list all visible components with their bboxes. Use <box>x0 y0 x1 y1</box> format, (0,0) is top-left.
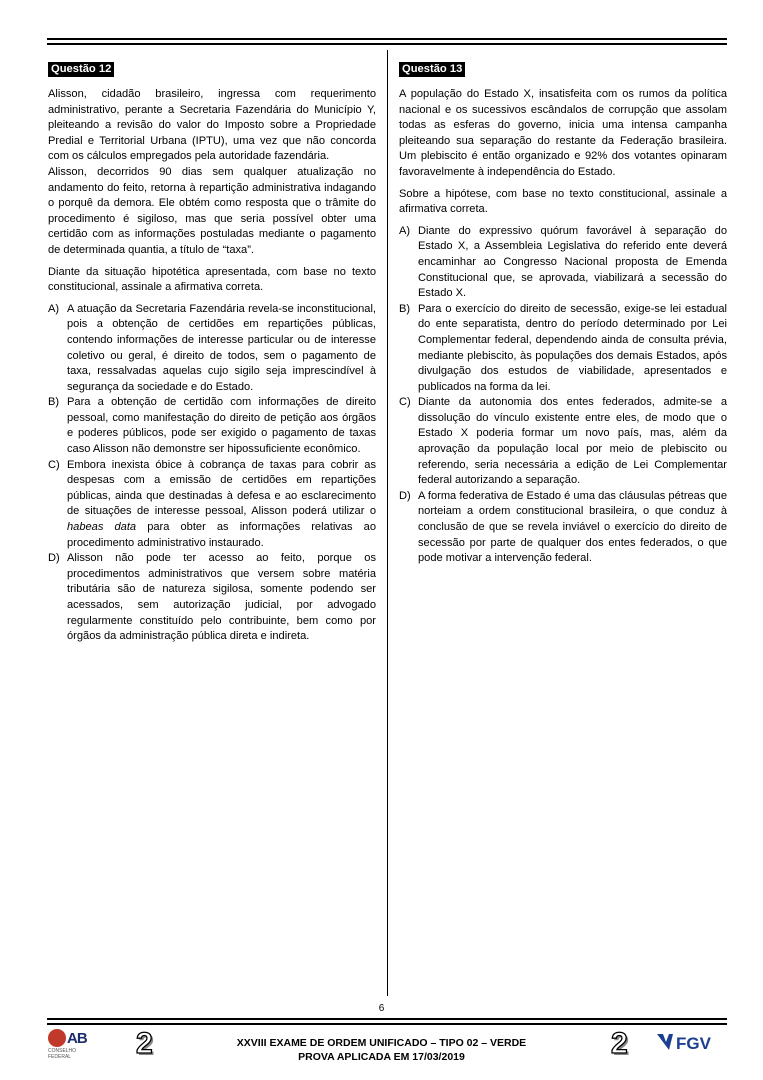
top-rule <box>47 38 727 40</box>
oab-logo-subtitle: CONSELHO FEDERAL <box>48 1048 77 1060</box>
option-text: A forma federativa de Estado é uma das cláusulas pétreas que norteiam a ordem constitucional brasileira, o que conduz à conclusão de que se revela inviável o exercício do direito de secessão por parte de qualquer dos entes federados, o que pode motivar a intervenção federal. <box>418 489 727 565</box>
option-letter: A) <box>48 302 60 315</box>
question-12-option-c[interactable] <box>48 458 376 552</box>
page-number: 6 <box>378 1003 385 1014</box>
question-13-option-c[interactable] <box>399 395 727 489</box>
tipo-number-right: 2 <box>611 1027 628 1060</box>
option-letter: B) <box>48 396 60 409</box>
question-12-label: Questão 12 <box>48 62 114 77</box>
option-letter: C) <box>48 458 60 471</box>
tipo-number-left: 2 <box>136 1027 153 1060</box>
option-text-emphasis: habeas data <box>67 521 137 534</box>
top-rule-second <box>47 43 727 45</box>
option-text: Diante da autonomia dos entes federados, admite-se a dissolução do vínculo existente entre eles, de modo que o Estado X poderia formar um novo país, mas, além da aprovação da população local por meio de plebiscito ou referendo, seria necessária a edição de Lei Complementar federal autorizando a separação. <box>418 396 727 487</box>
question-12-option-a[interactable] <box>48 302 376 396</box>
question-12-options <box>48 302 376 645</box>
option-text: A atuação da Secretaria Fazendária revela-se inconstitucional, pois a obtenção de certidões em repartições públicas, contendo informações de interesse particular ou de interesse coletivo ou geral, é direito de todos, sem o pagamento de taxa, ressalvadas aquelas cujo sigilo seja imprescindível à segurança da sociedade e do Estado. <box>67 302 376 393</box>
option-text-start: Embora inexista óbice à cobrança de taxas para cobrir as despesas com a emissão de certidões em repartições públicas, ainda que destinadas à defesa e ao esclarecimento de situações de interesse pessoal, Alisson poderá utilizar o <box>67 458 376 518</box>
option-text <box>67 459 376 549</box>
question-13-prompt: Sobre a hipótese, com base no texto constitucional, assinale a afirmativa correta. <box>399 187 727 216</box>
question-13-options <box>399 224 727 567</box>
option-letter: D) <box>399 489 411 502</box>
question-12-paragraph-2: Alisson, decorridos 90 dias sem qualquer atualização no andamento do feito, retorna à repartição administrativa indagando o porquê da demora. Ele obtém como resposta que o trâmite do procedimento é sigiloso, mas que seria possível obter uma certidão com as informações postuladas mediante o pagamento de determinada quantia, a título de “taxa”. <box>48 165 376 256</box>
option-letter: D) <box>48 552 60 565</box>
oab-logo-text: AB <box>67 1029 87 1047</box>
question-13-label: Questão 13 <box>399 62 465 77</box>
question-12-option-d[interactable] <box>48 551 376 645</box>
option-text: Diante do expressivo quórum favorável à separação do Estado X, a Assembleia Legislativa do referido ente deverá encaminhar ao Congresso Nacional proposta de Emenda Constitucional que, se aprovada, viabilizará a secessão do Estado X. <box>418 224 727 300</box>
option-letter: B) <box>399 302 411 315</box>
bottom-rule <box>47 1018 727 1020</box>
fgv-logo-text: FGV <box>676 1034 711 1053</box>
question-12-paragraph-1: Alisson, cidadão brasileiro, ingressa com requerimento administrativo, perante a Secretaria Fazendária do Município Y, pleiteando a revisão do valor do Imposto sobre a Propriedade Predial e Territorial Urbana (IPTU), uma vez que não concorda com os cálculos empregados pela autoridade fazendária. <box>48 88 376 163</box>
question-12-option-b[interactable] <box>48 395 376 457</box>
column-divider <box>387 50 388 996</box>
option-text: Alisson não pode ter acesso ao feito, porque os procedimentos administrativos que versem sobre matéria tributária são de natureza sigilosa, somente podendo ser acessados, sem autorização judicial, por advogado regularmente constituído pelo contribuinte, bem como por órgãos da administração pública direta e indireta. <box>67 552 376 643</box>
option-text: Para a obtenção de certidão com informações de direito pessoal, como manifestação do direito de petição aos órgãos e poderes públicos, pode ser exigido o pagamento de taxas caso Alisson não demonstre ser hipossuficiente econômico. <box>67 396 376 456</box>
question-13-option-d[interactable] <box>399 489 727 567</box>
question-13 <box>399 62 727 567</box>
question-13-option-b[interactable] <box>399 302 727 396</box>
option-letter: A) <box>399 224 411 237</box>
footer-exam-date: PROVA APLICADA EM 17/03/2019 <box>298 1051 465 1063</box>
option-text-end: para obter as informações relativas ao procedimento administrativo instaurado. <box>67 521 376 549</box>
question-12 <box>48 62 376 645</box>
fgv-logo <box>655 1030 727 1054</box>
question-12-prompt: Diante da situação hipotética apresentada, com base no texto constitucional, assinale a afirmativa correta. <box>48 265 376 294</box>
footer-exam-title: XXVIII EXAME DE ORDEM UNIFICADO – TIPO 02 – VERDE <box>236 1037 527 1049</box>
question-13-option-a[interactable] <box>399 224 727 302</box>
footer-text <box>0 1036 763 1064</box>
option-text: Para o exercício do direito de secessão, exige-se lei estadual do ente separatista, dentro do período determinado por Lei Complementar federal, dependendo ainda de consulta prévia, mediante plebiscito, às populações dos demais Estados, após divulgação dos estudos de viabilidade, apresentados e publicados na forma da lei. <box>418 302 727 393</box>
bottom-rule-second <box>47 1023 727 1025</box>
question-13-paragraph-1: A população do Estado X, insatisfeita com os rumos da política nacional e os sucessivos escândalos de corrupção que assolam todas as esferas do governo, inicia uma intensa campanha pleiteando sua separação do restante da Federação brasileira. Um plebiscito é então organizado e 92% dos votantes opinaram favoravelmente à independência do Estado. <box>399 88 727 178</box>
option-letter: C) <box>399 396 411 409</box>
